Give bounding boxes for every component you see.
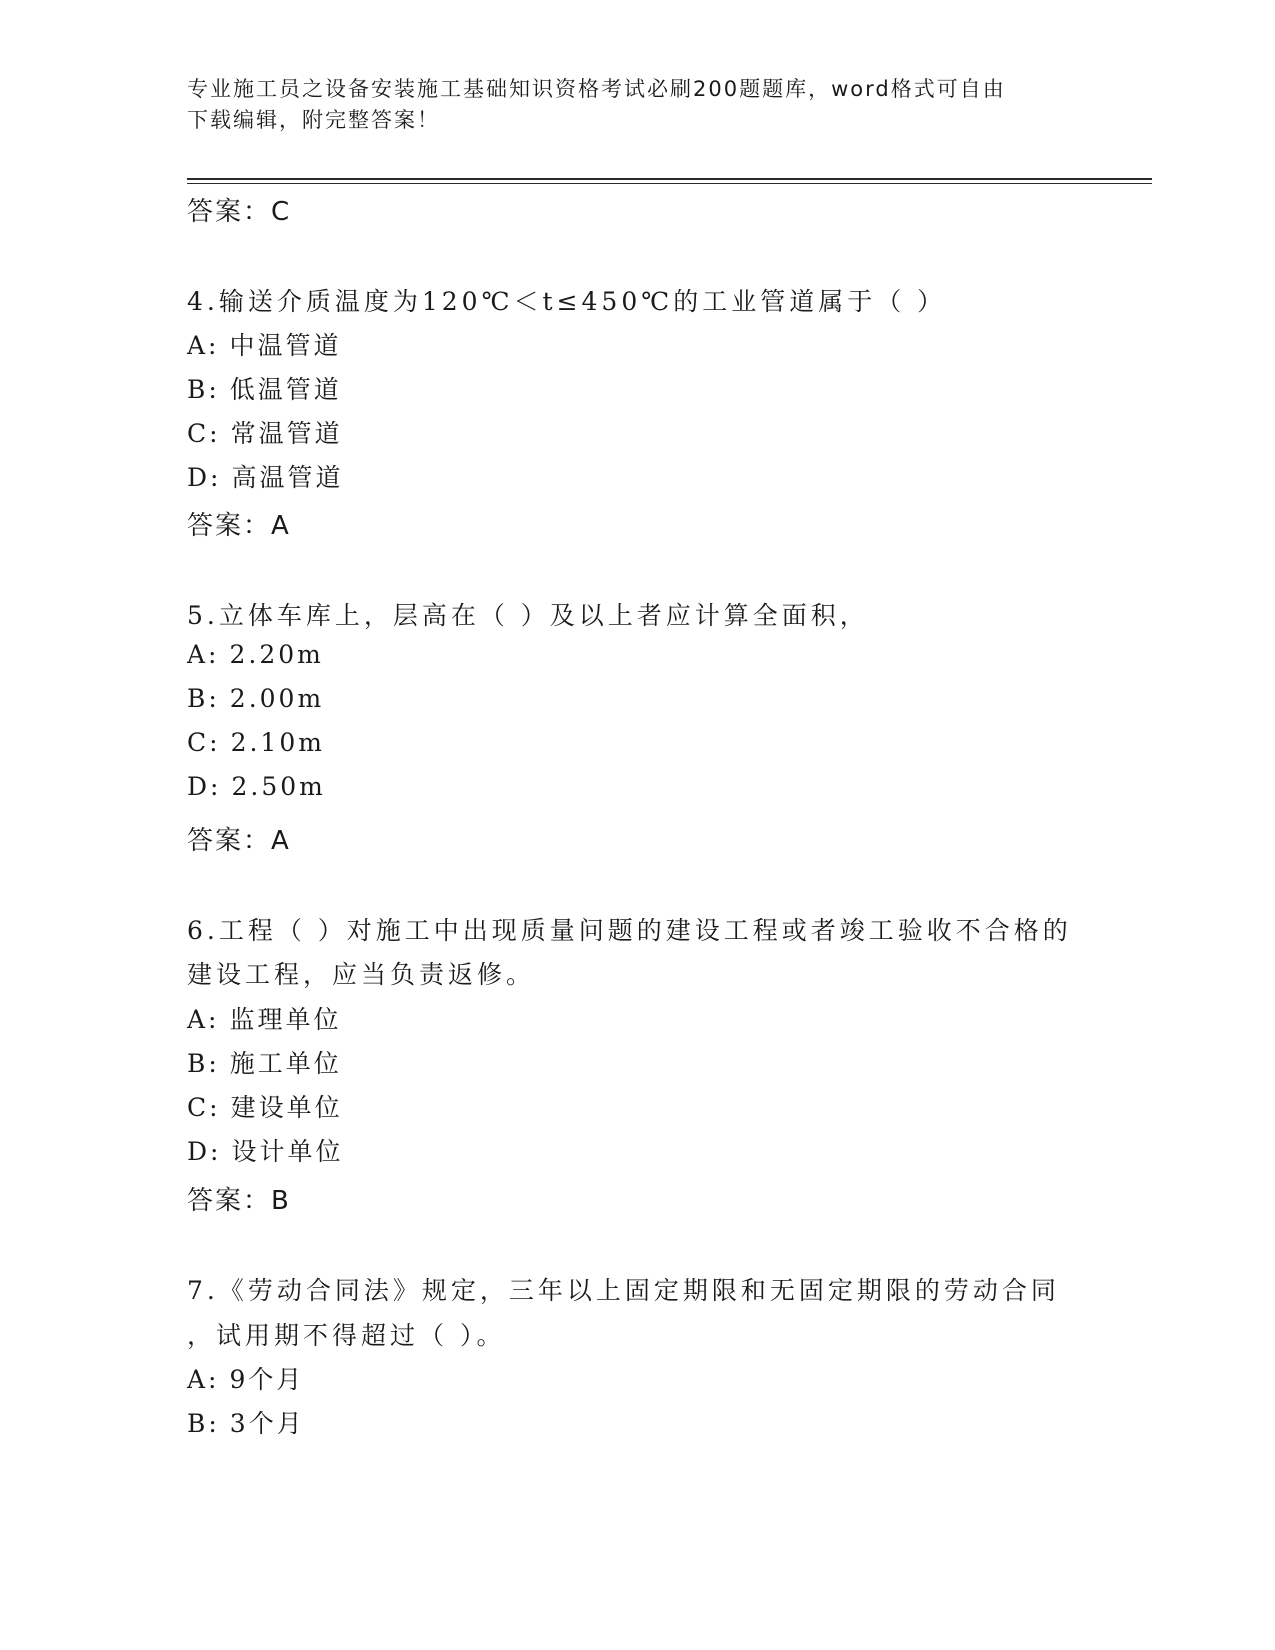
- option-text: 2.10m: [230, 728, 325, 757]
- option-letter: A:: [187, 331, 220, 360]
- option-text: 3个月: [229, 1409, 305, 1438]
- option-text: 2.00m: [229, 684, 325, 713]
- option-text: 2.20m: [229, 640, 324, 669]
- option-text: 监理单位: [229, 1005, 342, 1034]
- header-line-1: 专业施工员之设备安装施工基础知识资格考试必刷200题题库，word格式可自由: [187, 77, 1006, 101]
- question-5-text: 5.立体车库上，层高在（ ）及以上者应计算全面积，: [187, 601, 869, 630]
- option-text: 设计单位: [231, 1137, 344, 1166]
- option-letter: C:: [187, 419, 221, 448]
- question-4-option-b: [187, 370, 342, 406]
- question-4-text: 4.输送介质温度为120℃＜t≤450℃的工业管道属于（ ）: [187, 287, 947, 316]
- option-letter: D:: [187, 1137, 222, 1166]
- option-text: 低温管道: [229, 375, 342, 404]
- option-text: 施工单位: [229, 1049, 342, 1078]
- question-5-option-a: [187, 640, 324, 669]
- question-7-option-b: [187, 1404, 305, 1440]
- question-5-option-b: [187, 684, 324, 713]
- option-letter: B:: [187, 1049, 220, 1078]
- option-letter: B:: [187, 684, 220, 713]
- question-7-option-a: [187, 1360, 304, 1396]
- question-6-option-c: [187, 1088, 343, 1124]
- question-4-option-d: [187, 458, 343, 494]
- question-5-option-c: [187, 728, 325, 757]
- question-5-option-d: [187, 772, 326, 801]
- option-letter: B:: [187, 1409, 220, 1438]
- header-line-2: 下载编辑，附完整答案！: [187, 108, 440, 132]
- option-letter: A:: [187, 1365, 220, 1394]
- question-6-option-d: [187, 1132, 343, 1168]
- question-6-option-a: [187, 1000, 342, 1036]
- answer-q5: 答案：A: [187, 826, 291, 856]
- option-text: 2.50m: [231, 772, 326, 801]
- question-4-option-a: [187, 326, 342, 362]
- question-4-option-c: [187, 414, 343, 450]
- option-text: 高温管道: [231, 463, 344, 492]
- question-7-text-line-1: 7.《劳动合同法》规定，三年以上固定期限和无固定期限的劳动合同: [187, 1276, 1060, 1305]
- option-letter: C:: [187, 1093, 221, 1122]
- option-letter: B:: [187, 375, 220, 404]
- option-text: 建设单位: [230, 1093, 343, 1122]
- question-6-text-line-1: 6.工程（ ）对施工中出现质量问题的建设工程或者竣工验收不合格的: [187, 916, 1072, 945]
- question-6-option-b: [187, 1044, 342, 1080]
- option-text: 中温管道: [229, 331, 342, 360]
- question-7-text-line-2: ，试用期不得超过（ ）。: [187, 1321, 506, 1350]
- option-letter: A:: [187, 640, 220, 669]
- option-letter: C:: [187, 728, 221, 757]
- option-letter: D:: [187, 463, 222, 492]
- header-divider-thin: [187, 183, 1152, 184]
- answer-q6: 答案：B: [187, 1186, 291, 1216]
- header-divider-thick: [187, 178, 1152, 180]
- question-6-text-line-2: 建设工程，应当负责返修。: [187, 960, 536, 989]
- option-letter: A:: [187, 1005, 220, 1034]
- option-letter: D:: [187, 772, 222, 801]
- document-header: [187, 74, 1067, 136]
- answer-q4: 答案：A: [187, 511, 291, 541]
- option-text: 9个月: [229, 1365, 305, 1394]
- answer-q3: 答案：C: [187, 197, 292, 227]
- option-text: 常温管道: [230, 419, 343, 448]
